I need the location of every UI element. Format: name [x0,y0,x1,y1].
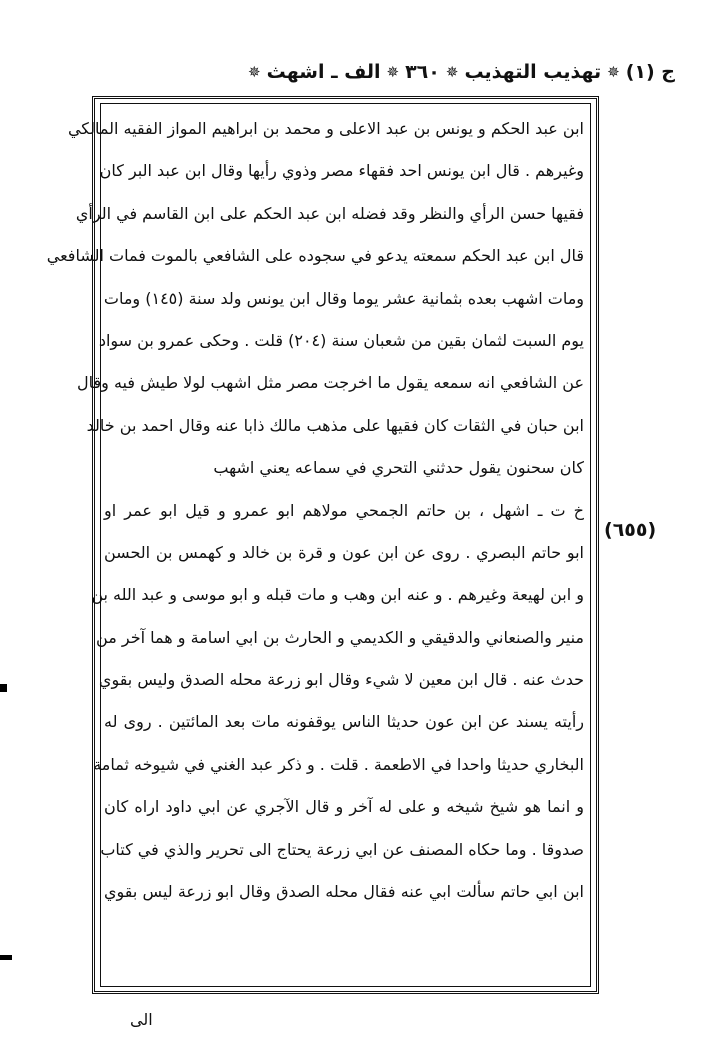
ornament-icon: ✵ [607,63,620,81]
ornament-icon: ✵ [386,63,400,81]
section-label: الف ـ اشهث [266,61,381,83]
text-line: كان سحنون يقول حدثني التحري في سماعه يعني اشهب [213,458,584,478]
running-header [60,52,675,92]
volume-label: ج (١) [625,61,675,83]
text-line: قال ابن عبد الحكم سمعته يدعو في سجوده على الشافعي بالموت فمات الشافعي [46,246,584,266]
text-line: البخاري حديثا واحدا في الاطعمة . قلت . و ذكر عبد الغني في شيوخه ثمامة [93,754,584,774]
text-line: و انما هو شيخ شيخه و على له آخر و قال الآجري عن ابي داود اراه كان [104,797,584,817]
text-line: ابن حبان في الثقات كان فقيها على مذهب مالك ذابا عنه وقال احمد بن خالد [86,415,584,435]
entry-heading-line: خ ت ـ اشهل ، بن حاتم الجمحي مولاهم ابو عمرو و قيل ابو عمر او [104,500,584,520]
ornament-icon: ✵ [445,63,459,81]
catchword: الى [130,1010,153,1029]
body-text [46,108,584,913]
text-line: و ابن لهيعة وغيرهم . و عنه ابن وهب و مات قبله و ابو موسى و عبد الله بن [91,585,584,605]
book-title: تهذيب التهذيب [464,61,602,83]
scan-mark [0,955,12,960]
scan-mark [0,684,7,692]
text-line: منير والصنعاني والدقيقي و الكديمي و الحارث بن ابي اسامة و هما آخر من [96,627,584,647]
text-line: ومات اشهب بعده بثمانية عشر يوما وقال ابن يونس ولد سنة (١٤٥) ومات [103,288,584,308]
text-line: فقيها حسن الرأي والنظر وقد فضله ابن عبد الحكم على ابن القاسم في الرأي [75,203,584,223]
text-line: يوم السبت لثمان بقين من شعبان سنة (٢٠٤) قلت . وحكى عمرو بن سواد [98,330,584,350]
page-number: ٣٦٠ [405,61,440,83]
text-line: رأيته يسند عن ابن عون حديثا الناس يوقفونه مات بعد المائتين . روى له [104,712,584,732]
text-line: صدوقا . وما حكاه المصنف عن ابي زرعة يحتاج الى تحرير والذي في كتاب [100,839,584,859]
entry-number: (٦٥٥) [604,519,657,541]
text-line: حدث عنه . قال ابن معين لا شيء وقال ابو زرعة محله الصدق وليس بقوي [98,670,584,690]
text-line: ابو حاتم البصري . روى عن ابن عون و قرة بن خالد و كهمس بن الحسن [104,542,584,562]
text-line: ابن عبد الحكم و يونس بن عبد الاعلى و محمد بن ابراهيم المواز الفقيه المالكي [67,119,584,138]
ornament-icon: ✵ [248,63,261,81]
text-line: وغيرهم . قال ابن يونس احد فقهاء مصر وذوي رأيها وقال ابن عبد البر كان [99,161,584,181]
text-line: عن الشافعي انه سمعه يقول ما اخرجت مصر مثل اشهب لولا طيش فيه وقال [77,373,584,393]
text-line: ابن ابي حاتم سألت ابي عنه فقال محله الصدق وقال ابو زرعة ليس بقوي [104,882,584,902]
